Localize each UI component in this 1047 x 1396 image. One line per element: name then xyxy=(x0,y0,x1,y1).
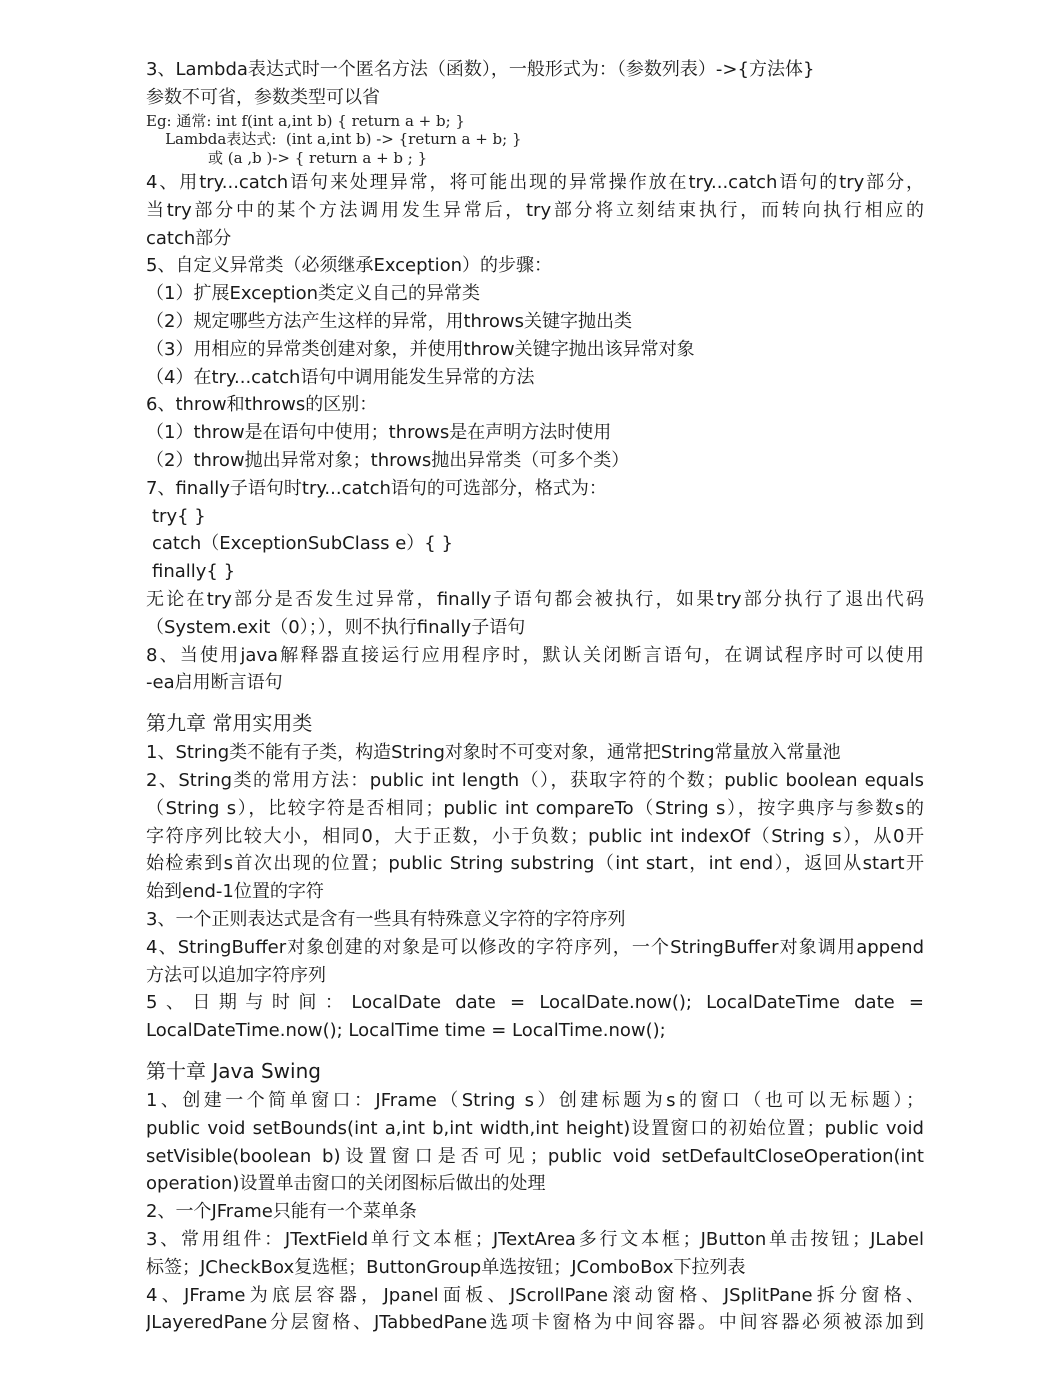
text-line: 4、用try...catch语句来处理异常，将可能出现的异常操作放在try...catch语句的try部分， xyxy=(146,172,924,194)
text-line: 2、一个JFrame只能有一个菜单条 xyxy=(146,1201,417,1223)
text-line: 无论在try部分是否发生过异常，finally子语句都会被执行，如果try部分执行了退出代码 xyxy=(146,589,924,611)
text-line: 始到end-1位置的字符 xyxy=(146,881,324,903)
text-line: （1）扩展Exception类定义自己的异常类 xyxy=(146,283,481,305)
text-line: 始检索到s首次出现的位置；public String substring（int start，int end），返回从start开 xyxy=(146,853,924,875)
code-line: Lambda表达式: (int a,int b) -> {return a + b; } xyxy=(146,130,522,149)
text-line: 8、当使用java解释器直接运行应用程序时，默认关闭断言语句，在调试程序时可以使用 xyxy=(146,644,924,666)
text-line: try{ } xyxy=(152,505,206,527)
text-line: 4、StringBuffer对象创建的对象是可以修改的字符序列，一个StringBuffer对象调用append xyxy=(146,936,924,958)
text-line: 当try部分中的某个方法调用发生异常后，try部分将立刻结束执行，而转向执行相应的 xyxy=(146,199,924,221)
text-line: 1、创建一个简单窗口：JFrame（String s）创建标题为s的窗口（也可以无标题）； xyxy=(146,1090,924,1111)
text-line: 参数不可省，参数类型可以省 xyxy=(146,86,380,108)
text-line: 3、常用组件：JTextField单行文本框；JTextArea多行文本框；JButton单击按钮；JLabel xyxy=(146,1228,924,1250)
text-line: 5、日期与时间：LocalDate date = LocalDate.now(); LocalDateTime date = xyxy=(146,992,924,1014)
text-line: catch（ExceptionSubClass e）{ } xyxy=(152,533,453,555)
text-line: 3、一个正则表达式是含有一些具有特殊意义字符的字符序列 xyxy=(146,909,626,931)
text-line: setVisible(boolean b)设置窗口是否可见；public void setDefaultCloseOperation(int xyxy=(146,1145,924,1167)
text-line: 1、String类不能有子类，构造String对象时不可变对象，通常把String常量放入常量池 xyxy=(146,742,841,764)
text-line: LocalDateTime.now(); LocalTime time = LocalTime.now(); xyxy=(146,1020,666,1042)
text-line: 方法可以追加字符序列 xyxy=(146,964,326,986)
code-example xyxy=(146,112,924,168)
text-line: -ea启用断言语句 xyxy=(146,672,283,694)
code-line: 或 (a ,b )-> { return a + b ; } xyxy=(146,148,428,167)
code-line: Eg: 通常: int f(int a,int b) { return a + b; } xyxy=(146,111,465,130)
text-line: 标签；JCheckBox复选框；ButtonGroup单选按钮；JComboBox下拉列表 xyxy=(146,1256,746,1278)
document-body xyxy=(146,56,924,1337)
text-line: （2）throw抛出异常对象；throws抛出异常类（可多个类） xyxy=(146,450,630,472)
text-line: 4、JFrame为底层容器，Jpanel面板、JScrollPane滚动窗格、JSplitPane拆分窗格、 xyxy=(146,1284,924,1306)
text-line: 字符序列比较大小，相同0，大于正数，小于负数；public int indexOf（String s），从0开 xyxy=(146,825,924,847)
chapter-heading: 第十章 Java Swing xyxy=(146,1059,321,1083)
chapter-heading: 第九章 常用实用类 xyxy=(146,711,313,736)
text-line: 7、finally子语句时try...catch语句的可选部分，格式为： xyxy=(146,477,607,499)
text-line: （String s），比较字符是否相同；public int compareTo（String s），按字典序与参数s的 xyxy=(146,797,924,819)
text-line: 6、throw和throws的区别： xyxy=(146,394,378,416)
text-line: （4）在try...catch语句中调用能发生异常的方法 xyxy=(146,366,535,388)
text-line: 5、自定义异常类（必须继承Exception）的步骤： xyxy=(146,255,553,277)
text-line: （2）规定哪些方法产生这样的异常，用throws关键字抛出类 xyxy=(146,311,633,333)
text-line: （3）用相应的异常类创建对象，并使用throw关键字抛出该异常对象 xyxy=(146,338,695,360)
text-line: JLayeredPane分层窗格、JTabbedPane选项卡窗格为中间容器。中间容器必须被添加到 xyxy=(146,1312,924,1334)
text-line: finally{ } xyxy=(152,561,236,583)
text-line: catch部分 xyxy=(146,227,232,249)
text-line: 2、String类的常用方法：public int length（），获取字符的个数；public boolean equals xyxy=(146,770,924,792)
text-line: （System.exit（0）；），则不执行finally子语句 xyxy=(146,616,526,638)
text-line: operation)设置单击窗口的关闭图标后做出的处理 xyxy=(146,1173,546,1195)
text-line: public void setBounds(int a,int b,int width,int height)设置窗口的初始位置；public void xyxy=(146,1117,924,1139)
text-line: （1）throw是在语句中使用；throws是在声明方法时使用 xyxy=(146,422,612,444)
text-line: 3、Lambda表达式时一个匿名方法（函数），一般形式为：（参数列表）->{方法体} xyxy=(146,59,815,80)
